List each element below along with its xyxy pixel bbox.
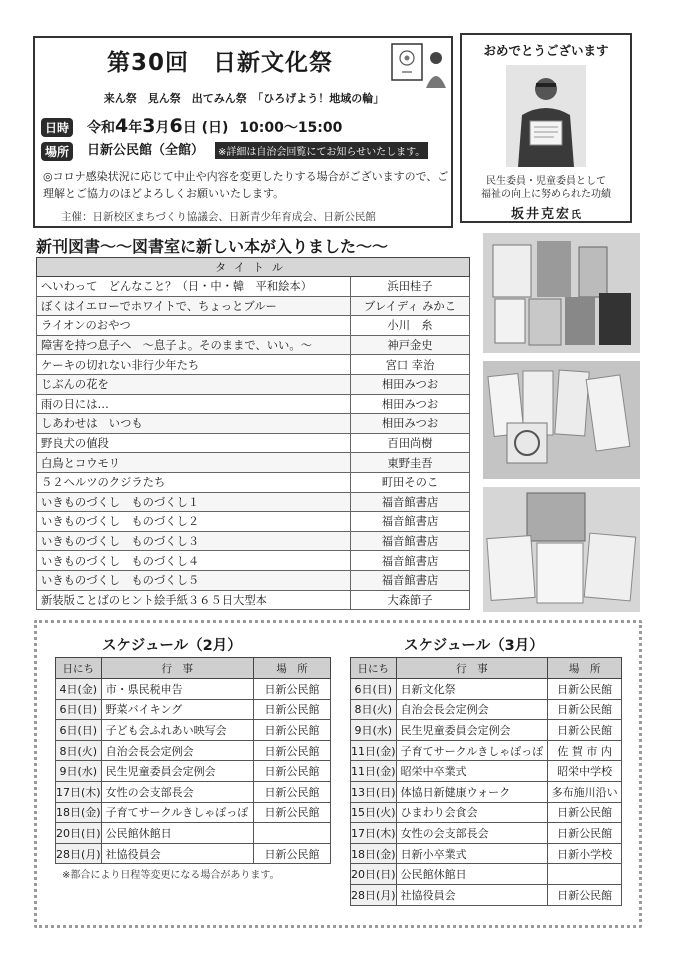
mar-event: 民生児童委員会定例会 xyxy=(396,720,548,741)
book-row xyxy=(37,355,470,375)
feb-date: 20日(日) xyxy=(56,823,102,844)
mar-header-place: 場 所 xyxy=(548,658,622,679)
mar-row xyxy=(351,843,622,864)
book-author: 福音館書店 xyxy=(351,512,470,532)
date-weekday: (日) xyxy=(201,120,229,136)
festival-title: 第30回 日新文化祭 xyxy=(106,50,333,76)
festival-box xyxy=(33,36,453,228)
mar-event: 女性の会支部長会 xyxy=(396,823,548,844)
book-row xyxy=(37,453,470,473)
feb-place: 日新公民館 xyxy=(254,761,331,782)
festival-date xyxy=(87,115,342,137)
new-books-title: 新刊図書～～図書室に新しい本が入りました～～ xyxy=(36,237,389,256)
feb-place: 日新公民館 xyxy=(254,720,331,741)
mar-row xyxy=(351,823,622,844)
book-title: いきものづくし ものづくし４ xyxy=(37,551,351,571)
mar-row xyxy=(351,720,622,741)
book-row xyxy=(37,335,470,355)
mar-row xyxy=(351,802,622,823)
book-row xyxy=(37,414,470,434)
mar-date: 28日(月) xyxy=(351,884,397,905)
mar-row xyxy=(351,884,622,905)
mar-place: 佐 賀 市 内 xyxy=(548,740,622,761)
mar-row xyxy=(351,699,622,720)
book-title: いきものづくし ものづくし２ xyxy=(37,512,351,532)
feb-row xyxy=(56,843,331,864)
feb-date: 4日(金) xyxy=(56,679,102,700)
name-suffix: 氏 xyxy=(571,210,581,221)
feb-header-place: 場 所 xyxy=(254,658,331,679)
book-author: 相田みつお xyxy=(351,374,470,394)
book-title: 野良犬の値段 xyxy=(37,433,351,453)
feb-header-date: 日にち xyxy=(56,658,102,679)
mar-event: 社協役員会 xyxy=(396,884,548,905)
person-name: 坂井克宏 xyxy=(510,207,571,222)
mar-place: 日新公民館 xyxy=(548,823,622,844)
congrats-desc-line2: 福祉の向上に努められた功績 xyxy=(481,189,611,200)
book-author: 大森節子 xyxy=(351,590,470,610)
person-photo xyxy=(506,65,586,167)
book-title: ぼくはイエローでホワイトで、ちょっとブルー xyxy=(37,296,351,316)
feb-date: 6日(日) xyxy=(56,699,102,720)
feb-event: 民生児童委員会定例会 xyxy=(101,761,253,782)
mar-event: 自治会長会定例会 xyxy=(396,699,548,720)
book-row xyxy=(37,277,470,297)
book-author: 福音館書店 xyxy=(351,551,470,571)
congrats-name xyxy=(462,203,630,222)
feb-place: 日新公民館 xyxy=(254,699,331,720)
book-author: 浜田桂子 xyxy=(351,277,470,297)
feb-place: 日新公民館 xyxy=(254,781,331,802)
schedule-feb-title: スケジュール（2月） xyxy=(102,638,242,654)
date-day-unit: 日 xyxy=(182,120,197,136)
book-row xyxy=(37,531,470,551)
date-label: 日時 xyxy=(41,118,73,137)
book-photo-3 xyxy=(483,487,640,612)
feb-event: 野菜バイキング xyxy=(101,699,253,720)
feb-event: 子ども会ふれあい映写会 xyxy=(101,720,253,741)
book-title: へいわって どんなこと？（日・中・韓 平和絵本） xyxy=(37,277,351,297)
book-title: いきものづくし ものづくし１ xyxy=(37,492,351,512)
feb-date: 6日(日) xyxy=(56,720,102,741)
mar-place: 日新公民館 xyxy=(548,699,622,720)
book-author: 小川 糸 xyxy=(351,316,470,336)
mar-row xyxy=(351,864,622,885)
book-row xyxy=(37,433,470,453)
book-author: 町田そのこ xyxy=(351,472,470,492)
feb-event: 社協役員会 xyxy=(101,843,253,864)
schedule-mar-table xyxy=(350,657,622,906)
congrats-description xyxy=(462,175,630,201)
feb-event: 女性の会支部長会 xyxy=(101,781,253,802)
mar-event: 昭栄中卒業式 xyxy=(396,761,548,782)
schedule-feb-table xyxy=(55,657,331,864)
feb-place: 日新公民館 xyxy=(254,802,331,823)
feb-row xyxy=(56,679,331,700)
mar-date: 17日(木) xyxy=(351,823,397,844)
book-author: ブレイディ みかこ xyxy=(351,296,470,316)
feb-row xyxy=(56,699,331,720)
book-row xyxy=(37,590,470,610)
book-row xyxy=(37,492,470,512)
date-day: 6 xyxy=(169,115,183,137)
mar-event: 公民館休館日 xyxy=(396,864,548,885)
mar-row xyxy=(351,781,622,802)
festival-host: 主催：日新校区まちづくり協議会、日新青少年育成会、日新公民館 xyxy=(61,211,376,223)
book-title: 障害を持つ息子へ ～息子よ。そのままで、いい。～ xyxy=(37,335,351,355)
mar-header-date: 日にち xyxy=(351,658,397,679)
feb-header-event: 行 事 xyxy=(101,658,253,679)
mar-place: 日新公民館 xyxy=(548,802,622,823)
mar-event: 体協日新健康ウォーク xyxy=(396,781,548,802)
book-author: 神戸金史 xyxy=(351,335,470,355)
mar-date: 15日(火) xyxy=(351,802,397,823)
feb-event: 自治会長会定例会 xyxy=(101,740,253,761)
books-body xyxy=(37,277,470,610)
book-author: 東野圭吾 xyxy=(351,453,470,473)
book-title: ケーキの切れない非行少年たち xyxy=(37,355,351,375)
books-header: タイトル xyxy=(37,258,470,277)
book-row xyxy=(37,374,470,394)
mar-row xyxy=(351,740,622,761)
mar-place: 日新公民館 xyxy=(548,884,622,905)
feb-row xyxy=(56,761,331,782)
feb-event: 市・県民税申告 xyxy=(101,679,253,700)
book-row xyxy=(37,296,470,316)
feb-row xyxy=(56,802,331,823)
book-author: 相田みつお xyxy=(351,414,470,434)
feb-date: 28日(月) xyxy=(56,843,102,864)
mar-place: 日新小学校 xyxy=(548,843,622,864)
feb-row xyxy=(56,823,331,844)
book-title: いきものづくし ものづくし３ xyxy=(37,531,351,551)
feb-place: 日新公民館 xyxy=(254,740,331,761)
mar-header-event: 行 事 xyxy=(396,658,548,679)
feb-place xyxy=(254,823,331,844)
book-title: ライオンのおやつ xyxy=(37,316,351,336)
mar-body xyxy=(351,679,622,906)
mar-date: 13日(日) xyxy=(351,781,397,802)
feb-place: 日新公民館 xyxy=(254,843,331,864)
book-author: 宮口 幸治 xyxy=(351,355,470,375)
mar-event: 日新小卒業式 xyxy=(396,843,548,864)
book-title: 白鳥とコウモリ xyxy=(37,453,351,473)
book-row xyxy=(37,472,470,492)
book-title: 新装版ことばのヒント絵手紙３６５日大型本 xyxy=(37,590,351,610)
feb-row xyxy=(56,740,331,761)
feb-row xyxy=(56,781,331,802)
book-author: 百田尚樹 xyxy=(351,433,470,453)
congrats-title: おめでとうございます xyxy=(483,43,609,58)
book-row xyxy=(37,551,470,571)
book-author: 福音館書店 xyxy=(351,531,470,551)
book-author: 相田みつお xyxy=(351,394,470,414)
date-year: 4 xyxy=(115,115,129,137)
mar-date: 6日(日) xyxy=(351,679,397,700)
mar-date: 18日(金) xyxy=(351,843,397,864)
feb-event: 子育てサークルきしゃぽっぽ xyxy=(101,802,253,823)
congrats-desc-line1: 民生委員・児童委員として xyxy=(486,176,606,187)
book-title: しあわせは いつも xyxy=(37,414,351,434)
festival-place: 日新公民館（全館） xyxy=(87,143,205,158)
mar-event: 日新文化祭 xyxy=(396,679,548,700)
book-title: いきものづくし ものづくし５ xyxy=(37,570,351,590)
mar-event: 子育てサークルきしゃぽっぽ xyxy=(396,740,548,761)
festival-subtitle: 来ん祭 見ん祭 出てみん祭 「ひろげよう！地域の輪」 xyxy=(103,92,385,105)
date-year-unit: 年 xyxy=(128,120,143,136)
new-books-table xyxy=(36,257,470,610)
book-title: 雨の日には… xyxy=(37,394,351,414)
schedule-mar-title: スケジュール（3月） xyxy=(404,638,544,654)
book-row xyxy=(37,394,470,414)
mar-row xyxy=(351,679,622,700)
feb-row xyxy=(56,720,331,741)
feb-event: 公民館休館日 xyxy=(101,823,253,844)
festival-place-note: ※詳細は自治会回覧にてお知らせいたします。 xyxy=(215,142,428,159)
mar-place xyxy=(548,864,622,885)
date-month-unit: 月 xyxy=(155,120,170,136)
festival-notice: ◎コロナ感染状況に応じて中止や内容を変更したりする場合がございますので、ご理解とご協力のほどよろしくお願いいたします。 xyxy=(43,170,449,200)
mar-event: ひまわり会食会 xyxy=(396,802,548,823)
mar-date: 11日(金) xyxy=(351,761,397,782)
feb-date: 18日(金) xyxy=(56,802,102,823)
book-row xyxy=(37,570,470,590)
feb-date: 8日(火) xyxy=(56,740,102,761)
schedule-note: ※都合により日程等変更になる場合があります。 xyxy=(62,870,280,881)
mar-date: 11日(金) xyxy=(351,740,397,761)
place-label: 場所 xyxy=(41,142,73,161)
mar-place: 日新公民館 xyxy=(548,679,622,700)
date-month: 3 xyxy=(142,115,156,137)
book-title: じぶんの花を xyxy=(37,374,351,394)
feb-place: 日新公民館 xyxy=(254,679,331,700)
book-row xyxy=(37,316,470,336)
mar-place: 多布施川沿い xyxy=(548,781,622,802)
book-row xyxy=(37,512,470,532)
book-photo-1 xyxy=(483,233,640,353)
congrats-box xyxy=(460,33,632,223)
book-title: ５２ヘルツのクジラたち xyxy=(37,472,351,492)
mar-row xyxy=(351,761,622,782)
book-author: 福音館書店 xyxy=(351,492,470,512)
book-author: 福音館書店 xyxy=(351,570,470,590)
date-era: 令和 xyxy=(87,120,115,136)
mar-date: 20日(日) xyxy=(351,864,397,885)
festival-illustration-icon xyxy=(390,42,450,90)
date-time: 10:00～15:00 xyxy=(239,120,343,136)
mar-place: 日新公民館 xyxy=(548,720,622,741)
feb-date: 17日(木) xyxy=(56,781,102,802)
feb-date: 9日(水) xyxy=(56,761,102,782)
mar-date: 8日(火) xyxy=(351,699,397,720)
mar-date: 9日(水) xyxy=(351,720,397,741)
mar-place: 昭栄中学校 xyxy=(548,761,622,782)
feb-body xyxy=(56,679,331,864)
book-photo-2 xyxy=(483,361,640,479)
